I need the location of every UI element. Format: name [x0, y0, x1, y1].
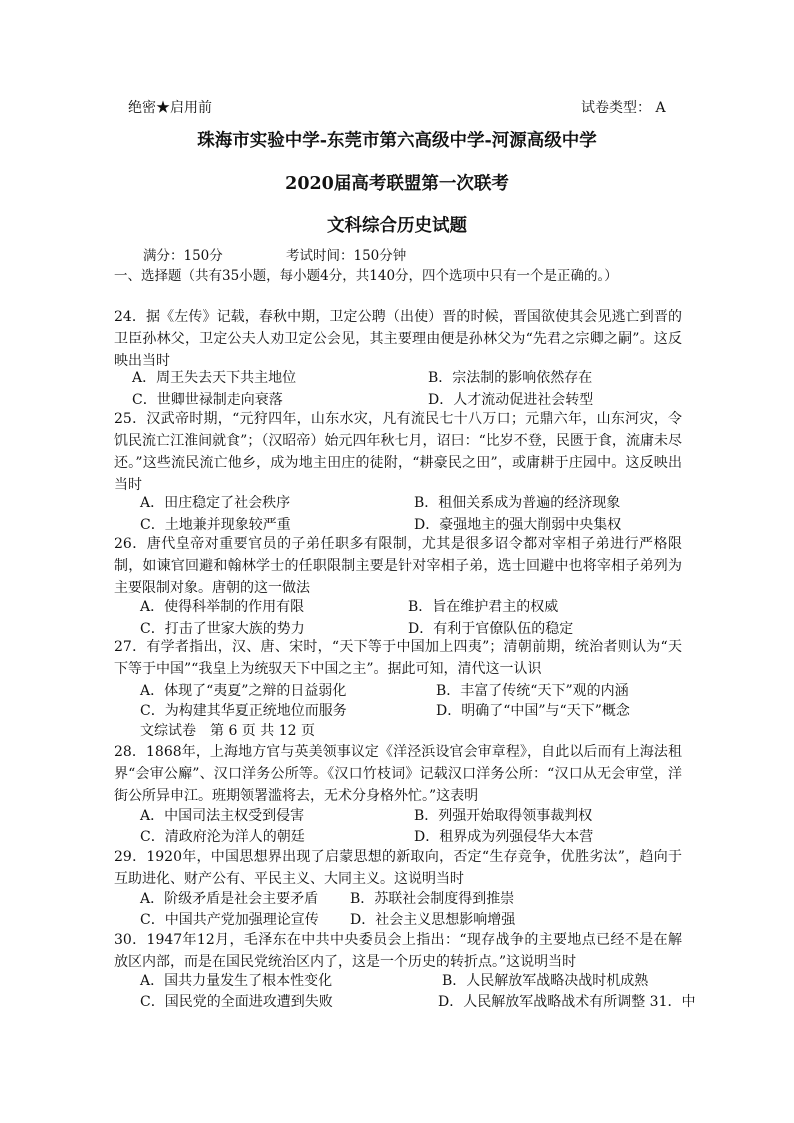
question-29-option-c: C．中国共产党加强理论宣传: [140, 912, 319, 928]
question-26-option-c: C．打击了世家大族的势力: [140, 621, 305, 637]
question-30-option-c: C．国民党的全面进攻遭到失败: [140, 994, 333, 1010]
question-27-option-a: A．体现了“夷夏”之辩的日益弱化: [140, 683, 347, 699]
question-30-option-b: B．人民解放军战略决战时机成熟: [442, 973, 649, 989]
question-25-option-d: D．豪强地主的强大削弱中央集权: [414, 517, 622, 533]
question-25-stem: 25．汉武帝时期，“元狩四年，山东水灾，凡有流民七十八万口；元鼎六年，山东河灾，令饥民流亡江淮间就食”；（汉昭帝）始元四年秋七月，诏曰：“比岁不登，民匮于食，流庸未尽还。”这些流民流亡他乡，成为地主田庄的徒附，“耕豪民之田”，或庸耕于庄园中。这反映出当时: [114, 411, 682, 493]
question-28-option-b: B．列强开始取得领事裁判权: [414, 808, 593, 824]
subject-title: 文科综合历史试题: [327, 216, 467, 236]
question-24-stem: 24．据《左传》记载，春秋中期，卫定公聘（出使）晋的时候，晋国欲使其会见逃亡到晋的卫臣孙林父，卫定公夫人劝卫定公会见，其主要理由便是孙林父为“先君之宗卿之嗣”。这反映出当时: [114, 309, 682, 369]
question-28-option-d: D．租界成为列强侵华大本营: [414, 829, 594, 845]
question-30-stem: 30．1947年12月，毛泽东在中共中央委员会上指出：“现存战争的主要地点已经不是在解放区内部，而是在国民党统治区内了，这是一个历史的转折点。”这说明当时: [114, 932, 682, 970]
school-title: 珠海市实验中学-东莞市第六高级中学-河源高级中学: [197, 131, 597, 151]
question-27-option-c: C．为构建其华夏正统地位而服务: [140, 703, 347, 719]
exam-time: 考试时间：150分钟: [286, 248, 407, 264]
question-25-option-b: B．租佃关系成为普遍的经济现象: [414, 495, 621, 511]
question-24-option-a: A．周王失去天下共主地位: [132, 370, 297, 386]
question-27-option-d: D．明确了“中国”与“天下”概念: [436, 703, 630, 719]
question-29-option-b: B．苏联社会制度得到推崇: [350, 891, 515, 907]
question-26-option-a: A．使得科举制的作用有限: [140, 599, 305, 615]
question-24-option-b: B．宗法制的影响依然存在: [428, 370, 593, 386]
question-30-option-d: D．人民解放军战略战术有所调整 31．中: [438, 994, 696, 1010]
section-instruction: 一、选择题（共有35小题，每小题4分，共140分，四个选项中只有一个是正确的。）: [114, 268, 618, 284]
question-29-option-d: D．社会主义思想影响增强: [350, 912, 516, 928]
question-29-stem: 29．1920年，中国思想界出现了启蒙思想的新取向，否定“生存竞争，优胜劣汰”，趋向于互助进化、财产公有、平民主义、大同主义。这说明当时: [114, 849, 682, 887]
question-24-option-c: C．世卿世禄制走向衰落: [132, 392, 283, 408]
question-25-option-c: C．土地兼并现象较严重: [140, 517, 291, 533]
question-26-stem: 26．唐代皇帝对重要官员的子弟任职多有限制，尤其是很多诏令都对宰相子弟进行严格限制，如谏官回避和翰林学士的任职限制主要是针对宰相子弟，选士回避中也将宰相子弟列为主要限制对象。唐朝的这一做法: [114, 536, 682, 596]
question-28-stem: 28．1868年，上海地方官与英美领事议定《洋泾浜设官会审章程》，自此以后而有上海法租界“会审公廨”、汉口洋务公所等。《汉口竹枝词》记载汉口洋务公所：“汉口从无会审堂，洋街公所异申江。班期领署滥将去，无术分身格外忙。”这表明: [114, 744, 682, 804]
paper-type-label: 试卷类型： A: [581, 100, 666, 116]
question-27-stem: 27．有学者指出，汉、唐、宋时，“天下等于中国加上四夷”；清朝前期，统治者则认为“天下等于中国”“我皇上为统驭天下中国之主”。据此可知，清代这一认识: [114, 639, 682, 677]
question-28-option-a: A．中国司法主权受到侵害: [140, 808, 305, 824]
exam-title: 2020届高考联盟第一次联考: [285, 174, 509, 194]
question-28-option-c: C．清政府沦为洋人的朝廷: [140, 829, 305, 845]
full-score: 满分：150分: [143, 248, 223, 264]
question-26-option-b: B．旨在维护君主的权威: [408, 599, 559, 615]
page-footer-note: 文综试卷 第 6 页 共 12 页: [140, 723, 315, 739]
question-30-option-a: A．国共力量发生了根本性变化: [140, 973, 333, 989]
question-27-option-b: B．丰富了传统“天下”观的内涵: [436, 683, 629, 699]
question-24-option-d: D．人才流动促进社会转型: [428, 392, 594, 408]
confidential-label: 绝密★启用前: [128, 100, 212, 116]
question-29-option-a: A．阶级矛盾是社会主要矛盾: [140, 891, 319, 907]
question-26-option-d: D．有利于官僚队伍的稳定: [408, 621, 574, 637]
question-25-option-a: A．田庄稳定了社会秩序: [140, 495, 291, 511]
